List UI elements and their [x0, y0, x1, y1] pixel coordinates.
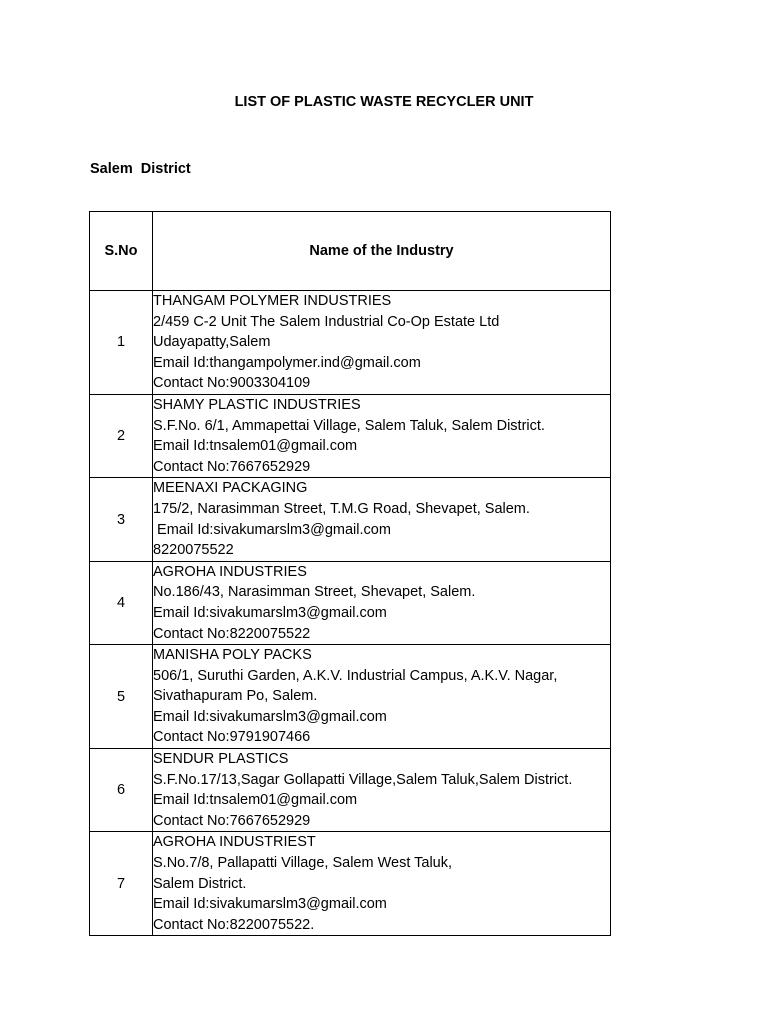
industry-name: SENDUR PLASTICS — [153, 751, 289, 768]
industry-address: 175/2, Narasimman Street, T.M.G Road, Shevapet, Salem. — [153, 500, 530, 517]
industry-contact: Contact No:8220075522 — [153, 625, 311, 642]
serial-number: 5 — [90, 645, 153, 749]
table-header-row — [90, 212, 611, 291]
industry-details — [153, 394, 611, 477]
table-row — [90, 478, 611, 561]
industry-address: 2/459 C-2 Unit The Salem Industrial Co-Op Estate Ltd — [153, 313, 500, 330]
industry-details — [153, 645, 611, 749]
serial-number: 6 — [90, 749, 153, 832]
industry-contact: 8220075522 — [153, 542, 234, 559]
recycler-units-table — [89, 211, 611, 936]
industry-contact: Contact No:7667652929 — [153, 458, 311, 475]
table-row — [90, 749, 611, 832]
industry-address: Udayapatty,Salem — [153, 334, 271, 351]
serial-number: 2 — [90, 394, 153, 477]
industry-details — [153, 478, 611, 561]
industry-address: Salem District. — [153, 875, 247, 892]
industry-contact: Contact No:9003304109 — [153, 375, 311, 392]
industry-contact: Contact No:9791907466 — [153, 729, 311, 746]
industry-contact: Contact No:7667652929 — [153, 812, 311, 829]
industry-email: Email Id:sivakumarslm3@gmail.com — [153, 708, 387, 725]
industry-address: Sivathapuram Po, Salem. — [153, 688, 318, 705]
industry-name: THANGAM POLYMER INDUSTRIES — [153, 293, 392, 309]
industry-name: SHAMY PLASTIC INDUSTRIES — [153, 396, 361, 413]
industry-address: S.F.No.17/13,Sagar Gollapatti Village,Salem Taluk,Salem District. — [153, 771, 573, 788]
serial-number: 7 — [90, 832, 153, 936]
industry-details — [153, 832, 611, 936]
district-heading: Salem District — [90, 161, 191, 177]
industry-address: 506/1, Suruthi Garden, A.K.V. Industrial Campus, A.K.V. Nagar, — [153, 667, 558, 684]
industry-address: No.186/43, Narasimman Street, Shevapet, Salem. — [153, 584, 476, 601]
industry-name: AGROHA INDUSTRIEST — [153, 834, 316, 851]
industry-contact: Contact No:8220075522. — [153, 916, 315, 933]
serial-number: 3 — [90, 478, 153, 561]
industry-name: MANISHA POLY PACKS — [153, 647, 312, 664]
table-row — [90, 291, 611, 395]
industry-name-column-header: Name of the Industry — [153, 212, 611, 291]
industry-name: AGROHA INDUSTRIES — [153, 563, 307, 580]
industry-email: Email Id:tnsalem01@gmail.com — [153, 438, 358, 455]
industry-details — [153, 749, 611, 832]
document-title: LIST OF PLASTIC WASTE RECYCLER UNIT — [234, 94, 534, 110]
table-row — [90, 561, 611, 644]
industry-address: S.No.7/8, Pallapatti Village, Salem West Taluk, — [153, 855, 453, 872]
industry-email: Email Id:tnsalem01@gmail.com — [153, 792, 358, 809]
industry-details — [153, 561, 611, 644]
industry-email: Email Id:sivakumarslm3@gmail.com — [153, 604, 387, 621]
table-row — [90, 394, 611, 477]
industry-details — [153, 291, 611, 395]
industry-email: Email Id:thangampolymer.ind@gmail.com — [153, 354, 421, 371]
serial-number: 4 — [90, 561, 153, 644]
industry-email: Email Id:sivakumarslm3@gmail.com — [153, 896, 387, 913]
sno-column-header: S.No — [90, 212, 153, 291]
table-row — [90, 832, 611, 936]
industry-name: MEENAXI PACKAGING — [153, 480, 308, 497]
table-row — [90, 645, 611, 749]
serial-number: 1 — [90, 291, 153, 395]
industry-email: Email Id:sivakumarslm3@gmail.com — [153, 521, 391, 538]
industry-address: S.F.No. 6/1, Ammapettai Village, Salem Taluk, Salem District. — [153, 417, 545, 434]
